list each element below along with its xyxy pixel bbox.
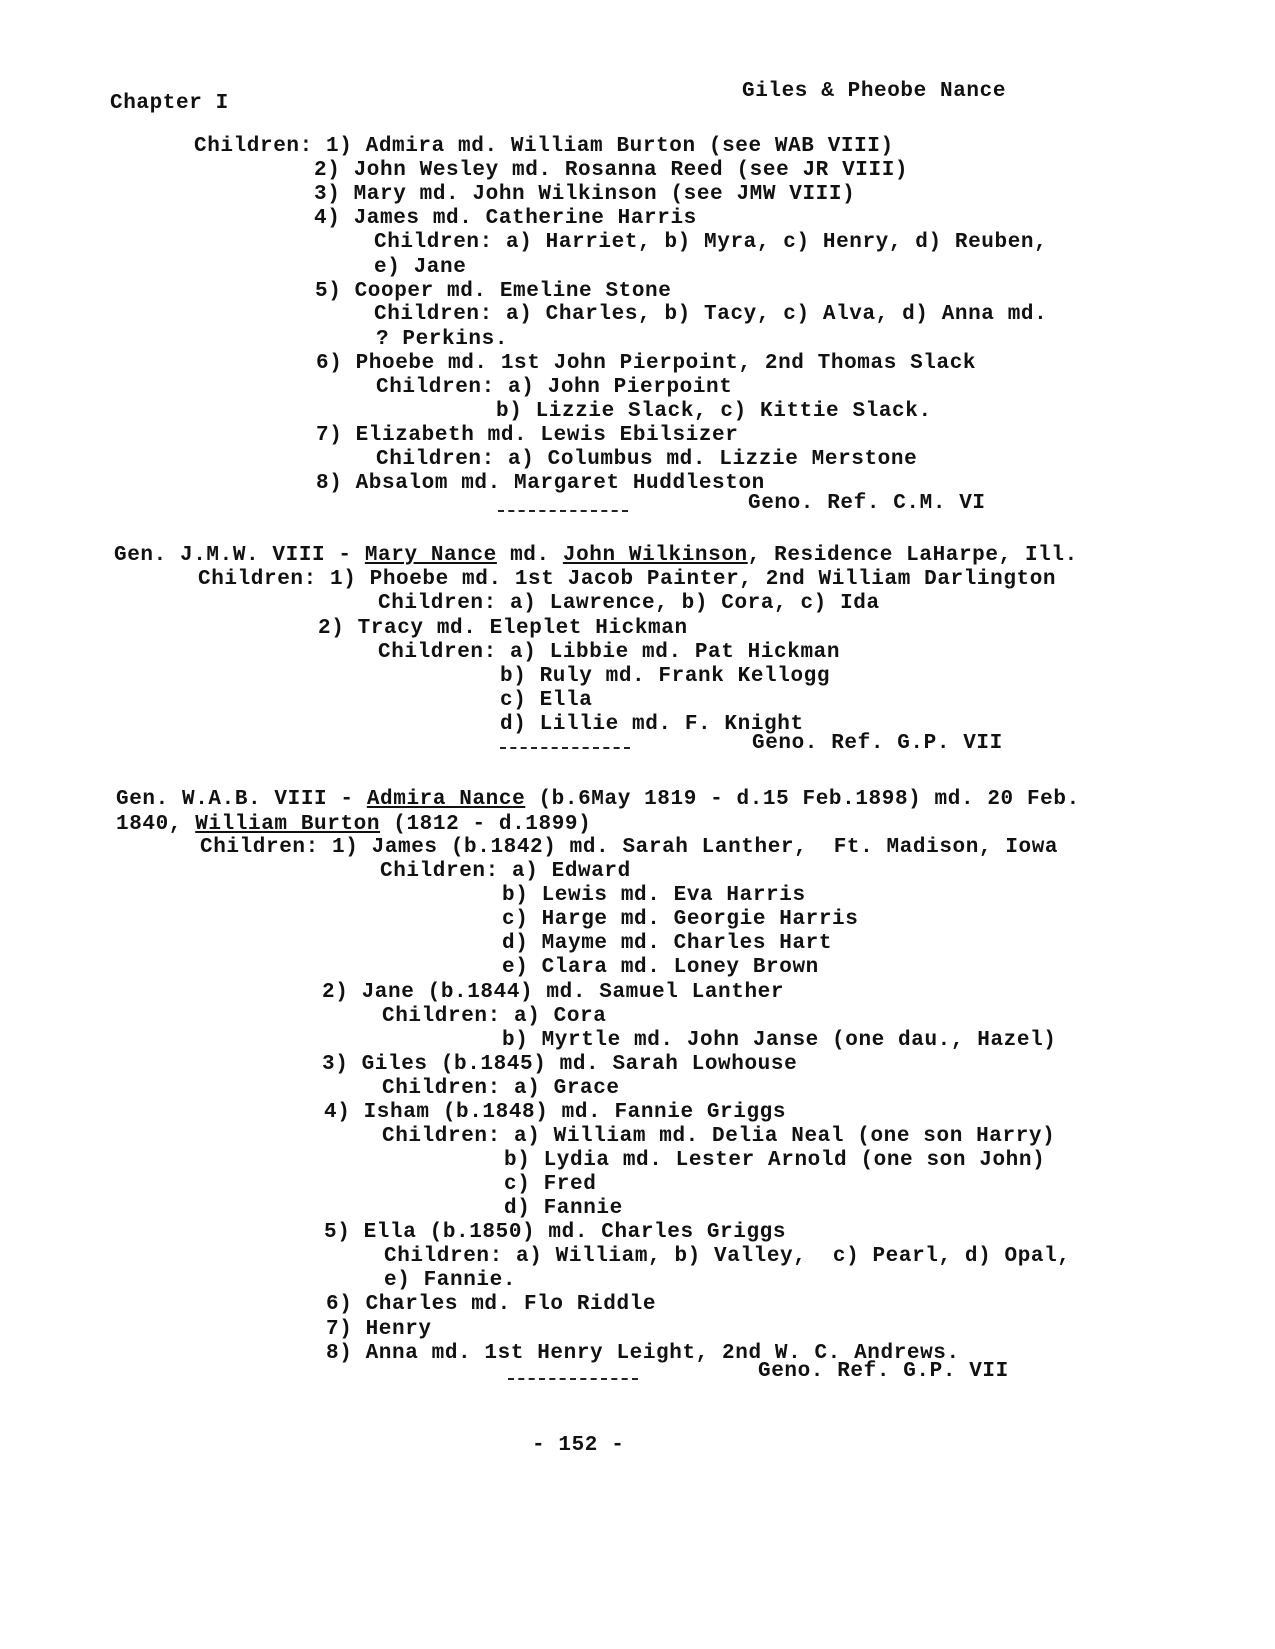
text-line: 2) Jane (b.1844) md. Samuel Lanther [322, 981, 785, 1004]
text-line: ? Perkins. [376, 328, 509, 351]
year-text: 1840, [116, 813, 196, 836]
text-line: 2) Tracy md. Eleplet Hickman [318, 617, 688, 640]
text-line: 6) Charles md. Flo Riddle [326, 1293, 657, 1316]
text-line: Children: a) Lawrence, b) Cora, c) Ida [378, 592, 880, 615]
text-line: 8) Anna md. 1st Henry Leight, 2nd W. C. Andrews. [326, 1342, 960, 1365]
separator-rule [500, 747, 630, 749]
text-line: Children: a) John Pierpoint [376, 376, 733, 399]
text-line: Children: a) Harriet, b) Myra, c) Henry, d) Reuben, [374, 231, 1048, 254]
gen-prefix: Gen. W.A.B. VIII - [116, 788, 367, 811]
generation-heading [116, 788, 1080, 812]
text-line: c) Harge md. Georgie Harris [502, 908, 859, 931]
text-line: 3) Mary md. John Wilkinson (see JMW VIII) [314, 183, 856, 206]
genealogy-reference: Geno. Ref. G.P. VII [752, 732, 1003, 755]
text-line: b) Lizzie Slack, c) Kittie Slack. [496, 400, 932, 423]
text-line: 6) Phoebe md. 1st John Pierpoint, 2nd Thomas Slack [316, 352, 977, 375]
text-line: b) Ruly md. Frank Kellogg [500, 665, 831, 688]
text-line: Children: a) Grace [382, 1077, 620, 1100]
dates-text: (b.6May 1819 - d.15 Feb.1898) md. 20 Feb. [525, 788, 1080, 811]
text-line: e) Clara md. Loney Brown [502, 956, 819, 979]
spouse-name: Mary Nance [364, 544, 497, 567]
genealogy-reference: Geno. Ref. G.P. VII [758, 1360, 1009, 1383]
text-line: e) Fannie. [384, 1269, 517, 1292]
separator-rule [508, 1378, 638, 1380]
text-line: Children: a) Cora [382, 1005, 607, 1028]
spouse-name: Admira Nance [366, 788, 526, 811]
generation-heading-cont [116, 813, 591, 837]
separator-rule [498, 510, 628, 512]
text-line: 2) John Wesley md. Rosanna Reed (see JR VIII) [314, 159, 909, 182]
text-line: Children: a) Edward [380, 860, 631, 883]
dates-text: (1812 - d.1899) [380, 813, 592, 836]
text-line: Children: a) William, b) Valley, c) Pearl, d) Opal, [384, 1245, 1071, 1268]
page-number: - 152 - [532, 1434, 625, 1457]
text-line: Children: 1) James (b.1842) md. Sarah Lanther, Ft. Madison, Iowa [200, 836, 1059, 859]
text-line: Children: a) Columbus md. Lizzie Merstone [376, 448, 918, 471]
genealogy-reference: Geno. Ref. C.M. VI [748, 492, 986, 515]
text-line: b) Myrtle md. John Janse (one dau., Hazel) [502, 1029, 1057, 1052]
text-line: c) Ella [500, 689, 593, 712]
generation-heading [114, 544, 1078, 568]
text-line: e) Jane [374, 256, 467, 279]
residence-text: , Residence LaHarpe, Ill. [747, 544, 1078, 567]
text-line: 8) Absalom md. Margaret Huddleston [316, 472, 765, 495]
text-line: 4) Isham (b.1848) md. Fannie Griggs [324, 1101, 787, 1124]
spouse-name: William Burton [195, 813, 381, 836]
text-line: Children: a) Libbie md. Pat Hickman [378, 641, 841, 664]
text-line: d) Fannie [504, 1197, 623, 1220]
text-line: b) Lewis md. Eva Harris [502, 884, 806, 907]
text-line: 7) Henry [326, 1318, 432, 1341]
text-line: d) Lillie md. F. Knight [500, 713, 804, 736]
text-line: Children: 1) Admira md. William Burton (see WAB VIII) [194, 135, 894, 158]
text-line: Children: a) William md. Delia Neal (one son Harry) [382, 1125, 1056, 1148]
text-line: 5) Cooper md. Emeline Stone [315, 280, 672, 303]
gen-prefix: Gen. J.M.W. VIII - [114, 544, 365, 567]
text-line: d) Mayme md. Charles Hart [502, 932, 833, 955]
text-line: 3) Giles (b.1845) md. Sarah Lowhouse [322, 1053, 798, 1076]
text-line: b) Lydia md. Lester Arnold (one son John) [504, 1149, 1046, 1172]
md-text: md. [496, 544, 563, 567]
text-line: Children: a) Charles, b) Tacy, c) Alva, d) Anna md. [374, 303, 1048, 326]
text-line: 5) Ella (b.1850) md. Charles Griggs [324, 1221, 787, 1244]
text-line: Children: 1) Phoebe md. 1st Jacob Painter, 2nd William Darlington [198, 568, 1057, 591]
family-heading: Giles & Pheobe Nance [742, 80, 1007, 103]
chapter-heading: Chapter I [110, 92, 229, 115]
text-line: 7) Elizabeth md. Lewis Ebilsizer [316, 424, 739, 447]
text-line: 4) James md. Catherine Harris [314, 207, 697, 230]
spouse-name: John Wilkinson [562, 544, 748, 567]
text-line: c) Fred [504, 1173, 597, 1196]
